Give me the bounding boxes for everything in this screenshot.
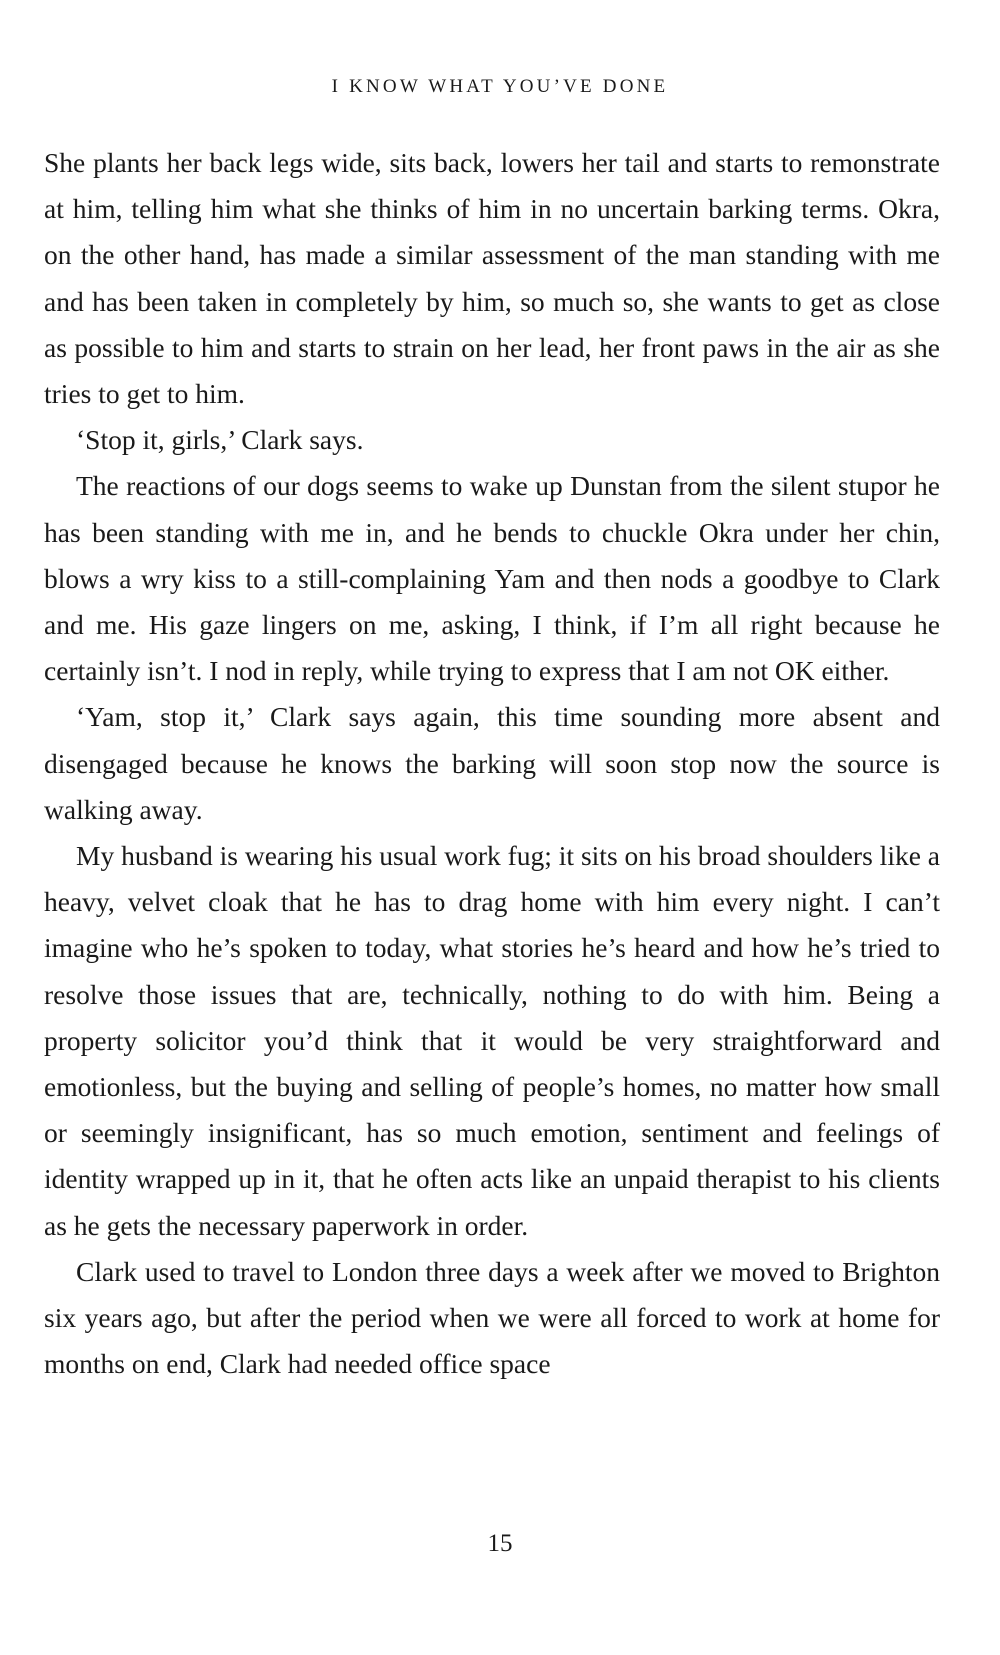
paragraph: Clark used to travel to London three days a week after we moved to Brighton six years ago, but after the period when we were all forced to work at home for months on end, Clark had needed office space	[44, 1255, 940, 1380]
paragraph: ‘Stop it, girls,’ Clark says.	[76, 424, 364, 456]
paragraph: My husband is wearing his usual work fug; it sits on his broad shoulders like a heavy, velvet cloak that he has to drag home with him every night. I can’t imagine who he’s spoken to today, what stories he’s heard and how he’s tried to resolve those issues that are, technically, nothing to do with him. Being a property solicitor you’d think that it would be very straightforward and emotionless, but the buying and selling of people’s homes, no matter how small or seemingly insignificant, has so much emotion, sentiment and feelings of identity wrapped up in it, that he often acts like an unpaid therapist to his clients as he gets the necessary paperwork in order.	[44, 840, 940, 1241]
page-number: 15	[487, 1530, 513, 1557]
paragraph: ‘Yam, stop it,’ Clark says again, this time sounding more absent and disengaged because he knows the barking will soon stop now the source is walking away.	[44, 701, 940, 825]
paragraph: The reactions of our dogs seems to wake up Dunstan from the silent stupor he has been standing with me in, and he bends to chuckle Okra under her chin, blows a wry kiss to a still-complaining Yam and then nods a goodbye to Clark and me. His gaze lingers on me, asking, I think, if I’m all right because he certainly isn’t. I nod in reply, while trying to express that I am not OK either.	[44, 470, 940, 687]
body-text	[44, 140, 940, 1387]
paragraph: She plants her back legs wide, sits back, lowers her tail and starts to remonstrate at him, telling him what she thinks of him in no uncertain barking terms. Okra, on the other hand, has made a similar assessment of the man standing with me and has been taken in completely by him, so much so, she wants to get as close as possible to him and starts to strain on her lead, her front paws in the air as she tries to get to him.	[44, 147, 940, 410]
running-head: I KNOW WHAT YOU’VE DONE	[331, 76, 669, 97]
